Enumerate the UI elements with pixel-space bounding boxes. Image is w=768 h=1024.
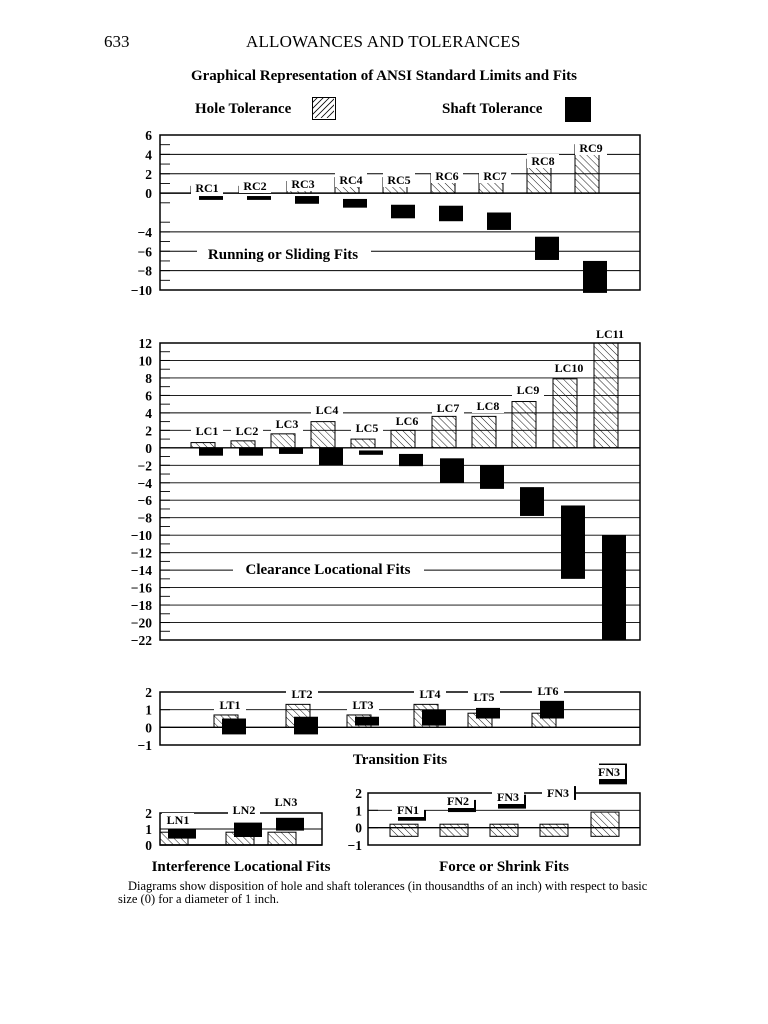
category-label: LT6 — [537, 684, 559, 698]
y-tick-label: 1 — [145, 702, 152, 718]
category-label: LN3 — [274, 795, 298, 809]
hole-tolerance-bar — [490, 824, 518, 836]
category-label: RC6 — [435, 169, 459, 183]
legend-shaft-label: Shaft Tolerance — [442, 101, 543, 117]
shaft-tolerance-bar — [535, 237, 559, 260]
y-tick-label: 1 — [355, 803, 362, 819]
hole-tolerance-bar — [432, 416, 456, 447]
shaft-tolerance-bar — [476, 708, 500, 719]
shaft-tolerance-bar — [294, 717, 318, 735]
shaft-tolerance-bar — [439, 206, 463, 222]
hole-tolerance-bar — [472, 416, 496, 447]
y-tick-label: −8 — [137, 510, 152, 526]
y-tick-label: −12 — [130, 545, 152, 561]
y-tick-label: −1 — [137, 738, 152, 753]
y-tick-label: 8 — [145, 370, 152, 386]
chart-title: Clearance Locational Fits — [245, 562, 411, 578]
y-tick-label: 2 — [145, 166, 152, 182]
y-tick-label: 10 — [138, 353, 152, 369]
shaft-tolerance-bar — [561, 505, 585, 578]
category-label: RC2 — [243, 179, 267, 193]
caption-text: Diagrams show disposition of hole and shaft tolerances (in thousandths of an inch) with respect to basic size (0) for a diameter of 1 inch. — [118, 879, 648, 906]
y-tick-label: −6 — [137, 493, 152, 509]
category-label: LT5 — [473, 690, 495, 704]
y-tick-label: 6 — [145, 388, 152, 404]
y-tick-label: 2 — [355, 786, 362, 801]
category-label: LT2 — [291, 687, 313, 701]
y-tick-label: −6 — [137, 244, 152, 260]
shaft-tolerance-bar — [355, 717, 379, 726]
chart-2 — [131, 327, 640, 648]
hole-tolerance-bar — [268, 832, 296, 845]
hole-tolerance-bar — [553, 379, 577, 448]
y-tick-label: 0 — [145, 720, 152, 736]
y-tick-label: −8 — [137, 263, 152, 279]
y-tick-label: 4 — [145, 147, 152, 163]
category-label: LC4 — [315, 403, 339, 417]
shaft-tolerance-bar — [399, 454, 423, 466]
y-tick-label: 2 — [145, 423, 152, 439]
shaft-tolerance-bar — [487, 213, 511, 230]
figure-title: Graphical Representation of ANSI Standard Limits and Fits — [190, 68, 577, 84]
y-tick-label: −10 — [130, 528, 152, 544]
category-label: FN3 — [497, 790, 519, 804]
category-label: LC7 — [436, 401, 460, 415]
chart-title: Transition Fits — [352, 752, 448, 768]
y-tick-label: −4 — [137, 224, 152, 240]
y-tick-label: 4 — [145, 405, 152, 421]
hole-tolerance-bar — [440, 824, 468, 836]
category-label: RC7 — [483, 169, 507, 183]
shaft-tolerance-bar — [319, 448, 343, 465]
figure-caption — [118, 880, 658, 906]
shaft-tolerance-bar — [359, 450, 383, 454]
hole-tolerance-bar — [351, 439, 375, 448]
legend-hole-label: Hole Tolerance — [195, 101, 292, 117]
y-tick-label: 1 — [145, 822, 152, 837]
shaft-tolerance-bar — [391, 205, 415, 219]
y-tick-label: −20 — [130, 615, 152, 631]
y-tick-label: 2 — [145, 806, 152, 821]
y-tick-label: −18 — [130, 598, 152, 614]
category-label: FN2 — [447, 794, 469, 808]
chart-1 — [131, 128, 640, 298]
chart-title: Force or Shrink Fits — [439, 859, 569, 875]
y-tick-label: −16 — [130, 580, 152, 596]
category-label: LT4 — [419, 687, 441, 701]
category-label: RC9 — [579, 141, 603, 155]
shaft-tolerance-bar — [520, 487, 544, 516]
y-tick-label: 2 — [145, 685, 152, 700]
hole-tolerance-bar — [271, 434, 295, 448]
category-label: LT1 — [219, 698, 241, 712]
category-label: RC5 — [387, 173, 411, 187]
y-tick-label: −10 — [130, 283, 152, 298]
shaft-tolerance-bar — [295, 196, 319, 204]
category-label: LC9 — [516, 383, 540, 397]
category-label: RC3 — [291, 177, 315, 191]
hole-tolerance-bar — [591, 812, 619, 836]
hole-tolerance-bar — [311, 422, 335, 448]
shaft-tolerance-bar — [480, 465, 504, 489]
category-label: RC4 — [339, 173, 363, 187]
chart-title: Running or Sliding Fits — [207, 247, 359, 263]
category-label: FN1 — [397, 803, 419, 817]
y-tick-label: 0 — [145, 186, 152, 202]
shaft-tolerance-bar — [440, 458, 464, 482]
shaft-tolerance-bar — [247, 196, 271, 200]
shaft-tolerance-bar — [279, 448, 303, 454]
shaft-tolerance-bar — [168, 829, 196, 839]
y-tick-label: −1 — [347, 838, 362, 853]
y-tick-label: −2 — [137, 458, 152, 474]
category-label: LC3 — [275, 417, 299, 431]
hole-tolerance-bar — [231, 441, 255, 448]
hole-tolerance-bar — [391, 430, 415, 447]
shaft-tolerance-bar — [199, 196, 223, 200]
shaft-tolerance-bar — [276, 818, 304, 831]
chart-4 — [145, 795, 330, 875]
y-tick-label: 0 — [145, 440, 152, 456]
category-label: LC1 — [195, 424, 219, 438]
category-label: LN2 — [232, 803, 256, 817]
shaft-tolerance-bar — [239, 448, 263, 456]
page-number: 633 — [104, 32, 130, 51]
hole-tolerance-bar — [390, 824, 418, 836]
category-label: LC8 — [476, 399, 500, 413]
y-tick-label: −22 — [130, 633, 152, 648]
shaft-tolerance-bar — [540, 701, 564, 719]
category-label: LT3 — [352, 698, 374, 712]
category-label: FN3 — [547, 786, 569, 800]
category-label: RC1 — [195, 181, 219, 195]
y-tick-label: −14 — [130, 563, 152, 579]
chart-3 — [138, 684, 640, 768]
category-label: FN3 — [598, 765, 620, 779]
chart-5 — [348, 764, 640, 875]
category-label: LN1 — [166, 813, 190, 827]
shaft-tolerance-bar — [222, 719, 246, 735]
y-tick-label: 12 — [138, 336, 152, 351]
category-label: LC10 — [554, 361, 584, 375]
shaft-tolerance-bar — [343, 199, 367, 208]
category-label: LC6 — [395, 414, 419, 428]
shaft-tolerance-bar — [583, 261, 607, 293]
hole-tolerance-bar — [512, 402, 536, 448]
y-tick-label: 6 — [145, 128, 152, 143]
hole-tolerance-bar — [540, 824, 568, 836]
category-label: LC11 — [595, 327, 625, 341]
chart-title: Interference Locational Fits — [151, 859, 331, 875]
category-label: LC2 — [235, 424, 259, 438]
y-tick-label: 0 — [145, 838, 152, 853]
shaft-tolerance-bar — [422, 710, 446, 726]
shaft-tolerance-bar — [199, 448, 223, 456]
shaft-tolerance-bar — [234, 823, 262, 837]
category-label: LC5 — [355, 421, 379, 435]
shaft-tolerance-bar — [602, 535, 626, 640]
running-head: ALLOWANCES AND TOLERANCES — [246, 32, 521, 51]
y-tick-label: −4 — [137, 475, 152, 491]
hole-tolerance-bar — [594, 343, 618, 448]
hole-tolerance-bar — [191, 443, 215, 448]
category-label: RC8 — [531, 154, 555, 168]
y-tick-label: 0 — [355, 820, 362, 836]
